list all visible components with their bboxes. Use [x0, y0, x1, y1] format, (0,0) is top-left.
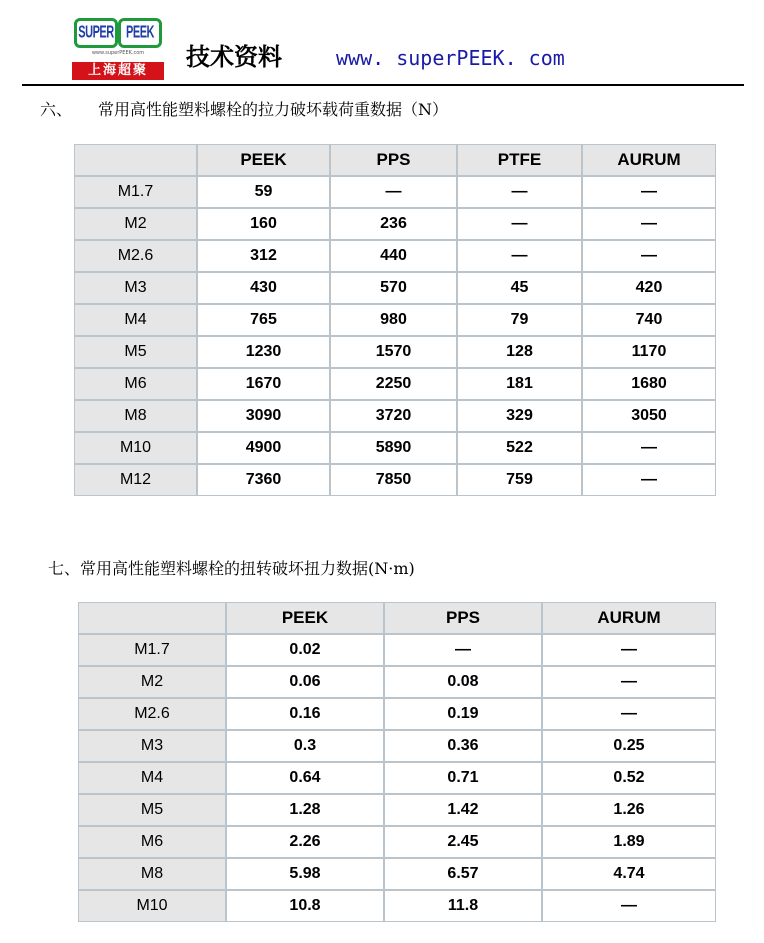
tensile-value-cell: —	[457, 240, 582, 272]
tensile-column-header: PEEK	[197, 144, 330, 176]
logo-emblem	[72, 10, 164, 60]
tensile-value-cell: 570	[330, 272, 457, 304]
bolt-size-label: M3	[74, 272, 197, 304]
bolt-size-label: M8	[78, 858, 226, 890]
bolt-size-label: M3	[78, 730, 226, 762]
section-1-title: 常用高性能塑料螺栓的拉力破坏载荷重数据（N）	[98, 100, 449, 119]
company-logo	[72, 10, 164, 80]
torsion-table-body	[78, 634, 716, 922]
bolt-size-label: M2.6	[74, 240, 197, 272]
torsion-row	[78, 698, 716, 730]
logo-box-left	[74, 18, 118, 48]
document-title: 技术资料	[186, 43, 282, 71]
torsion-column-header	[78, 602, 226, 634]
tensile-value-cell: 59	[197, 176, 330, 208]
torsion-row	[78, 762, 716, 794]
torsion-value-cell: 0.19	[384, 698, 542, 730]
torsion-value-cell: —	[542, 634, 716, 666]
tensile-value-cell: —	[330, 176, 457, 208]
bolt-size-label: M5	[78, 794, 226, 826]
torsion-value-cell: 2.26	[226, 826, 384, 858]
torsion-column-header: PPS	[384, 602, 542, 634]
torsion-column-header: AURUM	[542, 602, 716, 634]
page-header	[0, 0, 764, 86]
torsion-value-cell: 1.26	[542, 794, 716, 826]
tensile-column-header: PTFE	[457, 144, 582, 176]
tensile-value-cell: 312	[197, 240, 330, 272]
tensile-load-table	[74, 144, 716, 496]
torsion-value-cell: —	[542, 698, 716, 730]
torsion-row	[78, 826, 716, 858]
torsion-value-cell: 1.42	[384, 794, 542, 826]
tensile-value-cell: 980	[330, 304, 457, 336]
tensile-value-cell: 4900	[197, 432, 330, 464]
logo-word-right: PEEK	[126, 23, 154, 43]
torsion-value-cell: 0.64	[226, 762, 384, 794]
tensile-value-cell: 181	[457, 368, 582, 400]
tensile-row	[74, 464, 716, 496]
bolt-size-label: M6	[74, 368, 197, 400]
tensile-row	[74, 336, 716, 368]
torsion-value-cell: 0.06	[226, 666, 384, 698]
torsion-row	[78, 858, 716, 890]
section-1-heading	[40, 99, 448, 121]
tensile-row	[74, 368, 716, 400]
tensile-value-cell: 740	[582, 304, 716, 336]
bolt-size-label: M2	[74, 208, 197, 240]
bolt-size-label: M5	[74, 336, 197, 368]
torsion-value-cell: 10.8	[226, 890, 384, 922]
logo-box-right	[118, 18, 162, 48]
tensile-table-header	[74, 144, 716, 176]
torsion-value-cell: 1.28	[226, 794, 384, 826]
tensile-value-cell: 420	[582, 272, 716, 304]
torsion-value-cell: 0.3	[226, 730, 384, 762]
torsion-value-cell: 4.74	[542, 858, 716, 890]
torsion-torque-table	[78, 602, 716, 922]
tensile-row	[74, 272, 716, 304]
website-url: www. superPEEK. com	[336, 46, 565, 70]
torsion-value-cell: 2.45	[384, 826, 542, 858]
torsion-row	[78, 730, 716, 762]
torsion-row	[78, 634, 716, 666]
tensile-value-cell: —	[582, 208, 716, 240]
tensile-value-cell: 5890	[330, 432, 457, 464]
tensile-value-cell: 522	[457, 432, 582, 464]
bolt-size-label: M10	[74, 432, 197, 464]
torsion-value-cell: 0.71	[384, 762, 542, 794]
tensile-value-cell: —	[582, 240, 716, 272]
bolt-size-label: M2.6	[78, 698, 226, 730]
tensile-value-cell: 759	[457, 464, 582, 496]
torsion-value-cell: 0.08	[384, 666, 542, 698]
tensile-row	[74, 304, 716, 336]
tensile-value-cell: 1230	[197, 336, 330, 368]
torsion-value-cell: 1.89	[542, 826, 716, 858]
section-1-number: 六、	[40, 100, 73, 119]
tensile-value-cell: —	[582, 464, 716, 496]
torsion-value-cell: 0.36	[384, 730, 542, 762]
bolt-size-label: M6	[78, 826, 226, 858]
tensile-value-cell: 3720	[330, 400, 457, 432]
torsion-row	[78, 666, 716, 698]
bolt-size-label: M4	[78, 762, 226, 794]
header-divider	[22, 84, 744, 86]
tensile-column-header: PPS	[330, 144, 457, 176]
tensile-value-cell: 7360	[197, 464, 330, 496]
tensile-value-cell: —	[582, 176, 716, 208]
tensile-value-cell: —	[582, 432, 716, 464]
torsion-value-cell: 6.57	[384, 858, 542, 890]
tensile-value-cell: 45	[457, 272, 582, 304]
tensile-value-cell: 3050	[582, 400, 716, 432]
tensile-value-cell: 329	[457, 400, 582, 432]
torsion-value-cell: 0.16	[226, 698, 384, 730]
torsion-table-header	[78, 602, 716, 634]
torsion-value-cell: 0.02	[226, 634, 384, 666]
logo-company-name: 上海超聚	[72, 62, 164, 80]
tensile-row	[74, 240, 716, 272]
tensile-row	[74, 400, 716, 432]
tensile-value-cell: 2250	[330, 368, 457, 400]
tensile-value-cell: 128	[457, 336, 582, 368]
torsion-row	[78, 794, 716, 826]
tensile-row	[74, 208, 716, 240]
tensile-value-cell: —	[457, 176, 582, 208]
torsion-column-header: PEEK	[226, 602, 384, 634]
tensile-value-cell: 440	[330, 240, 457, 272]
tensile-value-cell: 1680	[582, 368, 716, 400]
tensile-row	[74, 432, 716, 464]
tensile-value-cell: 160	[197, 208, 330, 240]
logo-word-left: SUPER	[78, 23, 114, 43]
tensile-value-cell: 1170	[582, 336, 716, 368]
tensile-value-cell: 430	[197, 272, 330, 304]
tensile-table-body	[74, 176, 716, 496]
tensile-value-cell: —	[457, 208, 582, 240]
tensile-value-cell: 765	[197, 304, 330, 336]
torsion-value-cell: 0.25	[542, 730, 716, 762]
bolt-size-label: M10	[78, 890, 226, 922]
tensile-value-cell: 79	[457, 304, 582, 336]
torsion-value-cell: —	[542, 666, 716, 698]
section-2-heading: 七、常用高性能塑料螺栓的扭转破坏扭力数据(N·m)	[48, 559, 415, 578]
bolt-size-label: M1.7	[74, 176, 197, 208]
tensile-value-cell: 1570	[330, 336, 457, 368]
bolt-size-label: M8	[74, 400, 197, 432]
tensile-value-cell: 3090	[197, 400, 330, 432]
torsion-value-cell: —	[542, 890, 716, 922]
tensile-value-cell: 7850	[330, 464, 457, 496]
logo-tagline: www.superPEEK.com	[91, 50, 145, 56]
tensile-column-header	[74, 144, 197, 176]
torsion-value-cell: 11.8	[384, 890, 542, 922]
tensile-row	[74, 176, 716, 208]
torsion-row	[78, 890, 716, 922]
tensile-column-header: AURUM	[582, 144, 716, 176]
bolt-size-label: M12	[74, 464, 197, 496]
bolt-size-label: M1.7	[78, 634, 226, 666]
tensile-value-cell: 236	[330, 208, 457, 240]
torsion-value-cell: 0.52	[542, 762, 716, 794]
torsion-value-cell: —	[384, 634, 542, 666]
bolt-size-label: M4	[74, 304, 197, 336]
tensile-value-cell: 1670	[197, 368, 330, 400]
bolt-size-label: M2	[78, 666, 226, 698]
torsion-value-cell: 5.98	[226, 858, 384, 890]
